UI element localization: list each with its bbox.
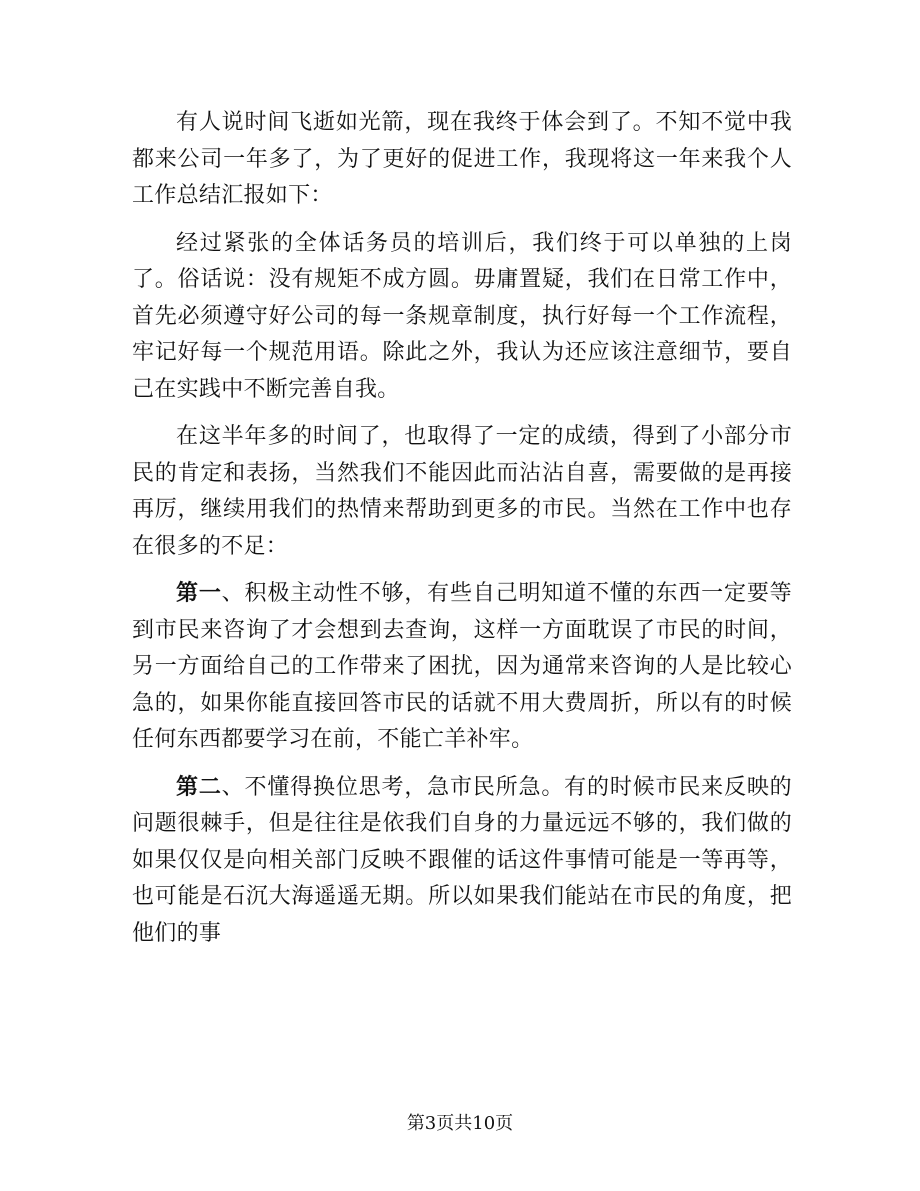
paragraph-text: 在这半年多的时间了，也取得了一定的成绩，得到了小部分市民的肯定和表扬，当然我们不能因此而沾沾自喜，需要做的是再接再厉，继续用我们的热情来帮助到更多的市民。当然在工作中也存在很多的不足： — [132, 424, 792, 559]
paragraph-text: 、不懂得换位思考，急市民所急。有的时候市民来反映的问题很棘手，但是往往是依我们自身的力量远远不够的，我们做的如果仅仅是向相关部门反映不跟催的话这件事情可能是一等再等，也可能是石沉大海遥遥无期。所以如果我们能站在市民的角度，把他们的事 — [132, 774, 792, 946]
paragraph-2 — [132, 225, 792, 409]
paragraph-lead-first: 第一 — [176, 580, 222, 606]
paragraph-text: 有人说时间飞逝如光箭，现在我终于体会到了。不知不觉中我都来公司一年多了，为了更好的促进工作，我现将这一年来我个人工作总结汇报如下： — [132, 110, 792, 208]
paragraph-4 — [132, 575, 792, 759]
paragraph-3 — [132, 418, 792, 565]
document-body — [132, 104, 792, 962]
paragraph-text: 经过紧张的全体话务员的培训后，我们终于可以单独的上岗了。俗话说：没有规矩不成方圆。毋庸置疑，我们在日常工作中，首先必须遵守好公司的每一条规章制度，执行好每一个工作流程，牢记好每一个规范用语。除此之外，我认为还应该注意细节，要自己在实践中不断完善自我。 — [132, 230, 792, 402]
paragraph-1 — [132, 104, 792, 215]
paragraph-lead-second: 第二 — [176, 773, 222, 800]
page-number-footer: 第3页共10页 — [406, 1113, 514, 1134]
paragraph-text: 、积极主动性不够，有些自己明知道不懂的东西一定要等到市民来咨询了才会想到去查询，这样一方面耽误了市民的时间，另一方面给自己的工作带来了困扰，因为通常来咨询的人是比较心急的，如果你能直接回答市民的话就不用大费周折，所以有的时候任何东西都要学习在前，不能亡羊补牢。 — [132, 581, 792, 752]
paragraph-5 — [132, 769, 792, 953]
